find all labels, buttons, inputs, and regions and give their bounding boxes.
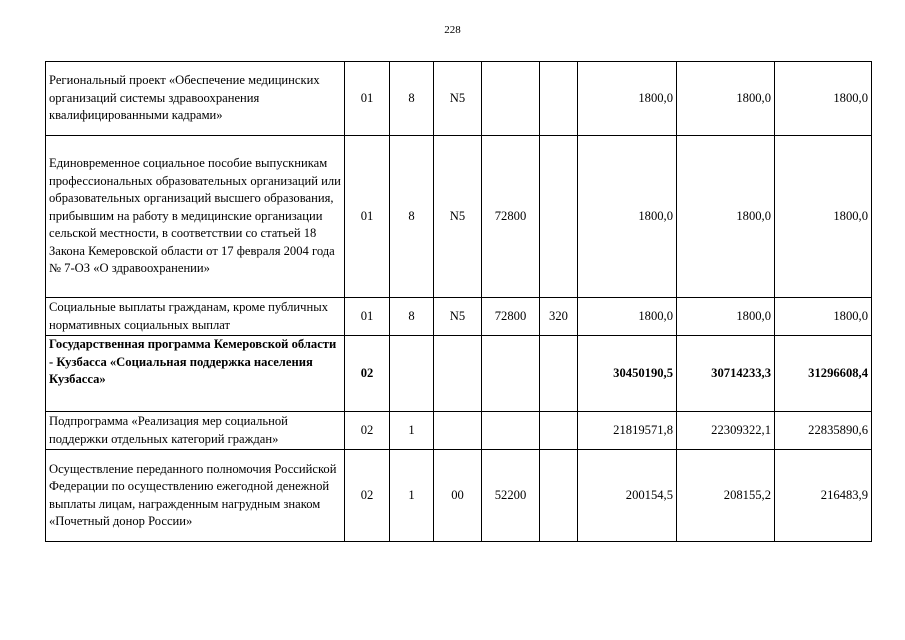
table-row — [46, 336, 872, 412]
budget-table — [45, 61, 872, 542]
subsection-code-cell: 1 — [390, 412, 434, 450]
value-year2-cell: 22309322,1 — [677, 412, 775, 450]
row-name-cell: Государственная программа Кемеровской области - Кузбасса «Социальная поддержка населения Кузбасса» — [46, 336, 345, 412]
value-year2-cell: 1800,0 — [677, 136, 775, 298]
subsection-code-cell: 8 — [390, 298, 434, 336]
subsection-code-cell: 8 — [390, 62, 434, 136]
row-name-cell: Осуществление переданного полномочия Российской Федерации по осуществлению ежегодной денежной выплаты лицам, награжденным нагрудным знаком «Почетный донор России» — [46, 450, 345, 542]
value-year2-cell: 30714233,3 — [677, 336, 775, 412]
value-year2-cell: 208155,2 — [677, 450, 775, 542]
section-code-cell: 01 — [345, 298, 390, 336]
section-code-cell: 01 — [345, 62, 390, 136]
value-year3-cell: 1800,0 — [775, 136, 872, 298]
table-row — [46, 136, 872, 298]
direction-code-cell — [482, 412, 540, 450]
expense-type-cell — [540, 412, 578, 450]
expense-type-cell — [540, 136, 578, 298]
direction-code-cell: 72800 — [482, 298, 540, 336]
row-name-cell: Единовременное социальное пособие выпускникам профессиональных образовательных организаций или образовательных организаций высшего образования, прибывшим на работу в медицинские организации сельской местности, в соответствии со статьей 18 Закона Кемеровской области от 17 февраля 2004 года № 7-ОЗ «О здравоохранении» — [46, 136, 345, 298]
project-code-cell: N5 — [434, 136, 482, 298]
section-code-cell: 02 — [345, 412, 390, 450]
value-year1-cell: 21819571,8 — [578, 412, 677, 450]
subsection-code-cell: 1 — [390, 450, 434, 542]
section-code-cell: 01 — [345, 136, 390, 298]
section-code-cell: 02 — [345, 336, 390, 412]
value-year1-cell: 1800,0 — [578, 136, 677, 298]
value-year3-cell: 31296608,4 — [775, 336, 872, 412]
project-code-cell: 00 — [434, 450, 482, 542]
expense-type-cell — [540, 62, 578, 136]
value-year1-cell: 30450190,5 — [578, 336, 677, 412]
section-code-cell: 02 — [345, 450, 390, 542]
row-name-cell: Региональный проект «Обеспечение медицинских организаций системы здравоохранения квалифицированными кадрами» — [46, 62, 345, 136]
expense-type-cell — [540, 336, 578, 412]
value-year3-cell: 1800,0 — [775, 298, 872, 336]
table-row — [46, 412, 872, 450]
value-year1-cell: 200154,5 — [578, 450, 677, 542]
value-year1-cell: 1800,0 — [578, 298, 677, 336]
value-year3-cell: 22835890,6 — [775, 412, 872, 450]
value-year2-cell: 1800,0 — [677, 62, 775, 136]
expense-type-cell: 320 — [540, 298, 578, 336]
direction-code-cell — [482, 336, 540, 412]
expense-type-cell — [540, 450, 578, 542]
direction-code-cell: 52200 — [482, 450, 540, 542]
row-name-cell: Подпрограмма «Реализация мер социальной поддержки отдельных категорий граждан» — [46, 412, 345, 450]
project-code-cell — [434, 412, 482, 450]
project-code-cell: N5 — [434, 298, 482, 336]
value-year2-cell: 1800,0 — [677, 298, 775, 336]
table-row — [46, 450, 872, 542]
row-name-cell: Социальные выплаты гражданам, кроме публичных нормативных социальных выплат — [46, 298, 345, 336]
value-year3-cell: 216483,9 — [775, 450, 872, 542]
value-year3-cell: 1800,0 — [775, 62, 872, 136]
direction-code-cell — [482, 62, 540, 136]
project-code-cell — [434, 336, 482, 412]
subsection-code-cell — [390, 336, 434, 412]
direction-code-cell: 72800 — [482, 136, 540, 298]
table-row — [46, 62, 872, 136]
page-number: 228 — [444, 24, 461, 36]
table-row — [46, 298, 872, 336]
subsection-code-cell: 8 — [390, 136, 434, 298]
project-code-cell: N5 — [434, 62, 482, 136]
value-year1-cell: 1800,0 — [578, 62, 677, 136]
